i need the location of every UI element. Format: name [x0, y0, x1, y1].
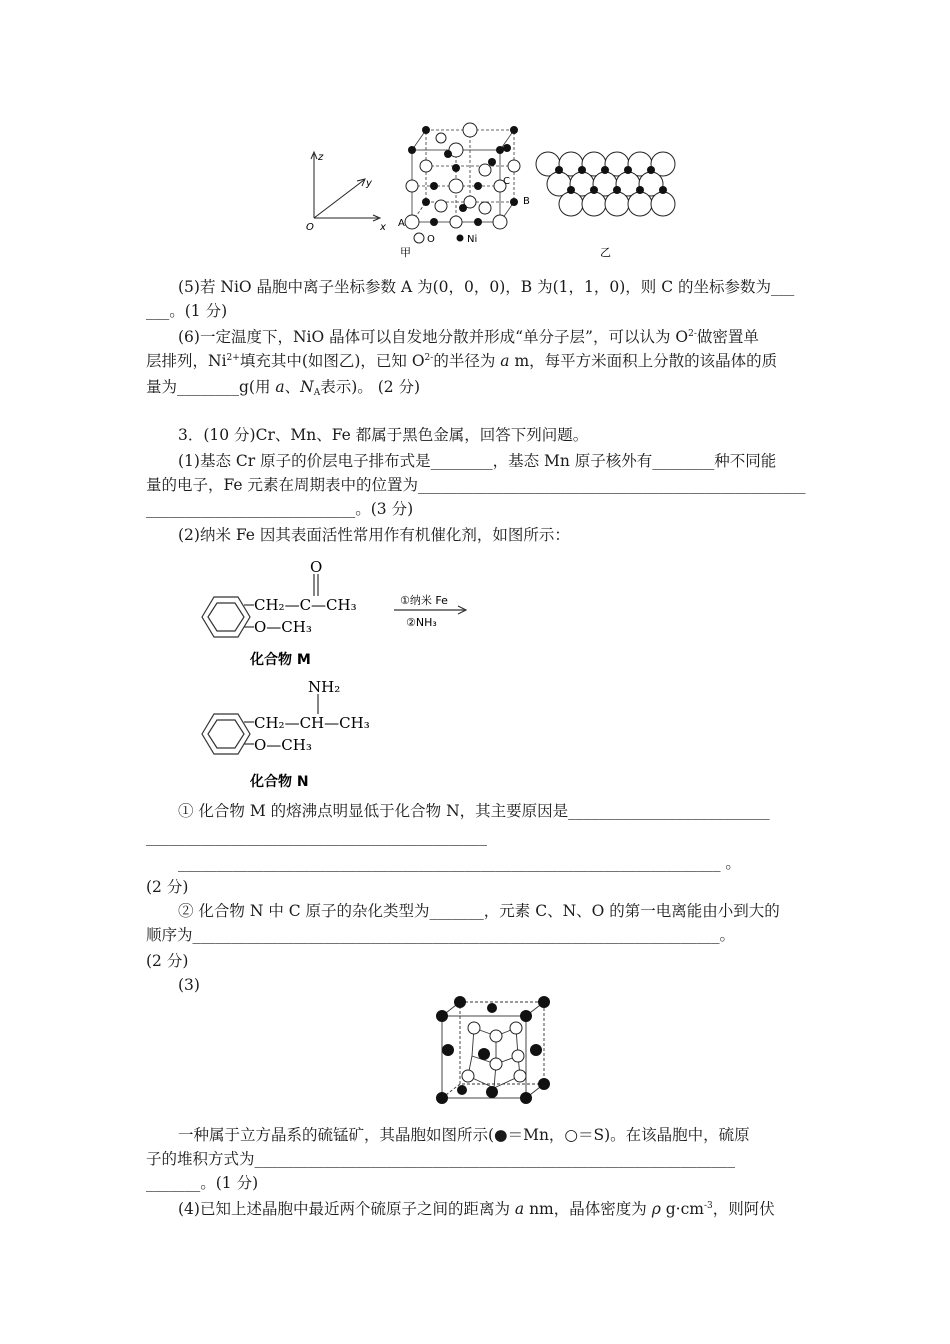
- figure-yi-label: 乙: [600, 246, 611, 259]
- axis-origin-label: O: [306, 222, 314, 233]
- q3-sub1-line2: ____________________________________________: [146, 828, 487, 846]
- q5-line1: (5)若 NiO 晶胞中离子坐标参数 A 为(0，0，0)，B 为(1，1，0)，则 C 的坐标参数为___: [178, 278, 795, 296]
- legend-o-label: O: [427, 234, 435, 245]
- q3-sub2-line3: (2 分): [146, 952, 189, 970]
- q3-sub1-line3: ______________________________________________________________________ 。: [178, 854, 741, 872]
- q3-p3-desc1: 一种属于立方晶系的硫锰矿，其晶胞如图所示(●＝Mn，○＝S)。在该晶胞中，硫原: [178, 1126, 750, 1144]
- q5-line2: ___。(1 分): [146, 302, 228, 320]
- q6-line1: (6)一定温度下，NiO 晶体可以自发地分散并形成“单分子层”，可以认为 $O^{2-}$做密置单: [178, 328, 759, 346]
- arrow-catalyst-label: ①纳米 Fe: [400, 594, 448, 607]
- point-a-label: A: [398, 218, 405, 229]
- m-chain-text: CH₂—C—CH₃: [254, 596, 357, 614]
- q3-p2: (2)纳米 Fe 因其表面活性常用作有机催化剂，如图所示：: [178, 526, 570, 544]
- q3-p3-desc3: _______。(1 分): [146, 1174, 259, 1192]
- legend-ni-label: Ni: [467, 234, 478, 245]
- reaction-scheme: [194, 552, 494, 800]
- point-c-label: C: [503, 176, 510, 187]
- axis-z-label: z: [318, 152, 324, 163]
- q6-line2: 层排列，$Ni^{2+}$填充其中(如图乙)，已知 $O^{2-}$的半径为 a m，每平方米面积上分散的该晶体的质: [146, 352, 778, 370]
- q3-sub1-line1: ① 化合物 M 的熔沸点明显低于化合物 N，其主要原因是__________________________: [178, 802, 770, 820]
- point-b-label: B: [523, 196, 530, 207]
- nio-crystal-figure: [300, 118, 690, 263]
- q6-line3: 量为________g(用 a、$N_A$表示)。 (2 分): [146, 378, 421, 398]
- nio-unit-cell: [398, 123, 530, 259]
- q3-p1-line1: (1)基态 Cr 原子的价层电子排布式是________，基态 Mn 原子核外有________种不同能: [178, 452, 777, 470]
- axis-x-label: x: [380, 222, 386, 233]
- q3-sub1-line4: (2 分): [146, 878, 189, 896]
- m-ether-text: O—CH₃: [254, 618, 312, 636]
- q3-sub2-line2: 顺序为____________________________________________________________________。: [146, 926, 736, 944]
- m-ketone-oxygen: O: [310, 558, 323, 576]
- compound-n-label: 化合物 N: [250, 774, 309, 790]
- q3-sub2-line1: ② 化合物 N 中 C 原子的杂化类型为_______，元素 C、N、O 的第一电离能由小到大的: [178, 902, 780, 920]
- mns-unit-cell-figure: [432, 994, 556, 1106]
- q3-p3-desc2: 子的堆积方式为______________________________________________________________: [146, 1150, 736, 1168]
- figure-jia-label: 甲: [400, 246, 411, 259]
- q3-p1-line2: 量的电子，Fe 元素在周期表中的位置为__________________________________________________: [146, 476, 806, 494]
- n-amine-text: NH₂: [308, 678, 341, 696]
- n-chain-text: CH₂—CH—CH₃: [254, 714, 370, 732]
- n-ether-text: O—CH₃: [254, 736, 312, 754]
- axis-y-label: y: [366, 178, 372, 189]
- q3-title: 3．(10 分)Cr、Mn、Fe 都属于黑色金属，回答下列问题。: [178, 426, 589, 444]
- arrow-reagent-label: ②NH₃: [406, 616, 437, 629]
- q3-p3-label: (3): [178, 976, 200, 994]
- compound-m-label: 化合物 M: [250, 652, 311, 668]
- q3-p1-line3: ___________________________。(3 分): [146, 500, 414, 518]
- q3-p4-line1: (4)已知上述晶胞中最近两个硫原子之间的距离为 a nm，晶体密度为 ρ $g\cdot cm^{-3}$，则阿伏: [178, 1200, 775, 1218]
- nio-monolayer: [536, 152, 675, 259]
